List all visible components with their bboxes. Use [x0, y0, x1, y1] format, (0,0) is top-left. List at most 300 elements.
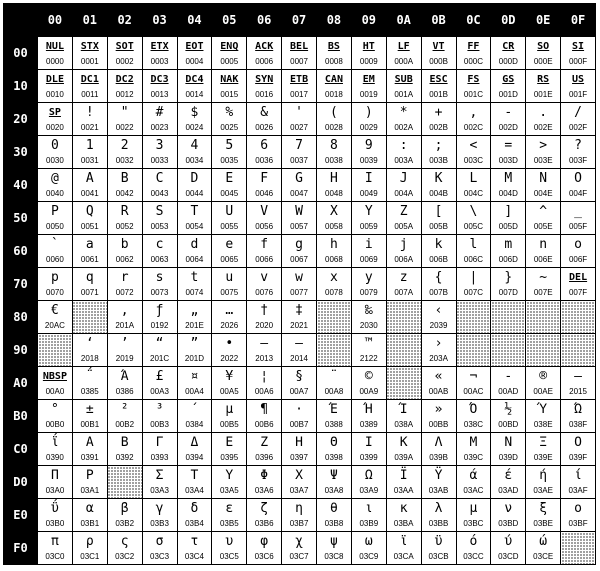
char-cell — [526, 400, 561, 433]
char-glyph: , — [469, 105, 478, 120]
unicode-code: 0012 — [115, 90, 134, 99]
unicode-code: 03A9 — [359, 486, 379, 495]
char-cell — [561, 268, 596, 301]
char-glyph: W — [295, 204, 303, 219]
char-cell — [386, 136, 421, 169]
char-cell — [282, 268, 317, 301]
char-glyph: ] — [504, 204, 513, 219]
unicode-code: 0016 — [255, 90, 274, 99]
unicode-code: 0062 — [115, 255, 134, 264]
unicode-code: 0396 — [255, 453, 274, 462]
char-cell — [351, 136, 386, 169]
char-cell — [561, 433, 596, 466]
char-cell — [351, 334, 386, 367]
char-cell — [142, 433, 177, 466]
char-glyph: q — [85, 270, 94, 285]
unicode-code: 005D — [498, 222, 518, 231]
char-glyph: & — [260, 105, 269, 120]
unicode-code: 0057 — [290, 222, 308, 231]
char-cell — [282, 235, 317, 268]
char-cell — [491, 532, 526, 565]
char-cell — [247, 70, 282, 103]
char-cell — [107, 532, 142, 565]
control-char-abbrev: EOT — [185, 41, 204, 52]
char-glyph: ― — [574, 369, 582, 384]
char-cell — [351, 235, 386, 268]
char-cell — [456, 268, 491, 301]
undefined-cell — [456, 334, 491, 367]
code-grid — [4, 37, 596, 565]
char-cell — [491, 70, 526, 103]
char-glyph: – — [260, 336, 269, 351]
char-cell — [421, 268, 456, 301]
undefined-cell — [317, 334, 352, 367]
char-cell — [142, 70, 177, 103]
char-glyph: • — [225, 336, 234, 351]
char-glyph: Έ — [330, 402, 338, 417]
char-cell — [421, 466, 456, 499]
char-cell — [38, 136, 73, 169]
unicode-code: 0023 — [150, 123, 169, 132]
char-cell — [247, 268, 282, 301]
unicode-code: 0001 — [80, 57, 99, 66]
code-row-50 — [4, 202, 596, 235]
char-glyph: " — [120, 105, 129, 120]
undefined-cell — [107, 466, 142, 499]
unicode-code: 006B — [429, 255, 448, 264]
char-glyph: p — [51, 270, 59, 285]
unicode-code: 0036 — [255, 156, 274, 165]
unicode-code: 03C1 — [80, 552, 100, 561]
column-header-07: 07 — [282, 4, 317, 37]
unicode-code: 004E — [533, 189, 553, 198]
unicode-code: 006F — [568, 255, 588, 264]
char-glyph: y — [364, 270, 373, 285]
char-glyph: i — [364, 237, 373, 252]
char-glyph: ι — [364, 501, 373, 516]
unicode-code: 03B0 — [45, 519, 65, 528]
unicode-code: 03C2 — [115, 552, 135, 561]
unicode-code: 00AC — [463, 387, 484, 396]
char-glyph: ½ — [504, 402, 513, 417]
char-cell — [38, 400, 73, 433]
unicode-code: 006C — [463, 255, 483, 264]
row-header-40: 40 — [4, 169, 38, 202]
char-glyph: . — [539, 105, 548, 120]
char-glyph: E — [225, 171, 234, 186]
char-glyph: Β — [120, 435, 129, 450]
unicode-code: 002C — [463, 123, 483, 132]
char-cell — [247, 235, 282, 268]
char-cell — [177, 169, 212, 202]
char-glyph: Η — [295, 435, 303, 450]
unicode-code: 000A — [394, 57, 414, 66]
char-glyph: ^ — [539, 204, 548, 219]
char-cell — [317, 499, 352, 532]
char-cell — [491, 37, 526, 70]
unicode-code: 003D — [498, 156, 518, 165]
char-glyph: l — [469, 237, 478, 252]
unicode-code: 03BA — [393, 519, 414, 528]
char-glyph: [ — [434, 204, 443, 219]
char-cell — [456, 532, 491, 565]
char-cell — [386, 169, 421, 202]
char-glyph: b — [120, 237, 129, 252]
unicode-code: 0005 — [220, 57, 239, 66]
char-glyph: ¤ — [190, 369, 199, 384]
unicode-code: 002A — [394, 123, 414, 132]
char-glyph: | — [469, 270, 478, 285]
char-cell — [491, 202, 526, 235]
unicode-code: 0388 — [325, 420, 343, 429]
unicode-code: 001E — [533, 90, 553, 99]
unicode-code: 000D — [498, 57, 518, 66]
char-glyph: / — [574, 105, 582, 120]
row-header-10: 10 — [4, 70, 38, 103]
char-cell — [386, 466, 421, 499]
unicode-code: 0021 — [80, 123, 99, 132]
char-glyph: ΰ — [51, 501, 59, 516]
unicode-code: 203A — [429, 354, 448, 363]
code-row-90 — [4, 334, 596, 367]
unicode-code: 2020 — [255, 321, 274, 330]
unicode-code: 0027 — [290, 123, 308, 132]
char-cell — [421, 367, 456, 400]
unicode-code: 0389 — [359, 420, 378, 429]
unicode-code: 00B3 — [150, 420, 169, 429]
char-cell — [421, 532, 456, 565]
unicode-code: 201E — [185, 321, 204, 330]
unicode-code: 03B1 — [80, 519, 100, 528]
char-cell — [107, 334, 142, 367]
unicode-code: 0059 — [359, 222, 378, 231]
control-char-abbrev: NBSP — [42, 371, 67, 382]
unicode-code: 0028 — [325, 123, 343, 132]
char-cell — [72, 37, 107, 70]
char-cell — [38, 235, 73, 268]
char-glyph: o — [574, 237, 582, 252]
char-cell — [72, 367, 107, 400]
char-cell — [212, 136, 247, 169]
unicode-code: 0063 — [150, 255, 169, 264]
char-cell — [351, 169, 386, 202]
unicode-code: 03AF — [568, 486, 588, 495]
unicode-code: 001A — [394, 90, 414, 99]
code-page-table — [3, 3, 596, 565]
control-char-abbrev: DEL — [569, 272, 588, 283]
unicode-code: 0069 — [359, 255, 378, 264]
control-char-abbrev: FF — [467, 41, 480, 52]
char-cell — [107, 235, 142, 268]
char-cell — [351, 301, 386, 334]
unicode-code: 2026 — [220, 321, 239, 330]
char-cell — [456, 367, 491, 400]
unicode-code: 0042 — [115, 189, 134, 198]
char-cell — [72, 466, 107, 499]
unicode-code: 0066 — [255, 255, 274, 264]
unicode-code: 03CC — [463, 552, 484, 561]
char-cell — [142, 334, 177, 367]
char-cell — [491, 367, 526, 400]
unicode-code: 0397 — [290, 453, 308, 462]
char-glyph: Q — [85, 204, 94, 219]
char-glyph: ƒ — [155, 303, 164, 318]
unicode-code: 2030 — [359, 321, 378, 330]
char-glyph: @ — [51, 171, 59, 186]
char-cell — [386, 532, 421, 565]
char-glyph: Φ — [260, 468, 269, 483]
unicode-code: 039F — [568, 453, 588, 462]
char-cell — [212, 235, 247, 268]
char-glyph: φ — [260, 534, 269, 549]
char-glyph: O — [574, 171, 582, 186]
char-glyph: Α — [85, 435, 94, 450]
char-cell — [317, 433, 352, 466]
char-cell — [247, 103, 282, 136]
char-cell — [317, 37, 352, 70]
unicode-code: 00A4 — [185, 387, 204, 396]
unicode-code: 03B7 — [289, 519, 309, 528]
char-cell — [177, 235, 212, 268]
unicode-code: 2015 — [569, 387, 587, 396]
control-char-abbrev: NUL — [45, 41, 64, 52]
char-cell — [526, 37, 561, 70]
char-glyph: Υ — [225, 468, 234, 483]
char-cell — [351, 367, 386, 400]
char-cell — [177, 37, 212, 70]
char-cell — [421, 103, 456, 136]
char-glyph: g — [295, 237, 303, 252]
char-cell — [107, 70, 142, 103]
char-glyph: ί — [574, 468, 582, 483]
char-cell — [421, 169, 456, 202]
unicode-code: 0071 — [80, 288, 99, 297]
control-char-abbrev: VT — [432, 41, 445, 52]
char-glyph: s — [155, 270, 164, 285]
unicode-code: 0073 — [150, 288, 169, 297]
control-char-abbrev: SI — [572, 41, 585, 52]
char-glyph: π — [51, 534, 59, 549]
char-cell — [317, 466, 352, 499]
char-cell — [456, 466, 491, 499]
char-cell — [282, 169, 317, 202]
unicode-code: 03B2 — [115, 519, 135, 528]
unicode-code: 005B — [429, 222, 448, 231]
char-cell — [317, 136, 352, 169]
char-glyph: 6 — [260, 138, 269, 153]
unicode-code: 0050 — [46, 222, 64, 231]
char-cell — [317, 367, 352, 400]
char-cell — [72, 235, 107, 268]
char-cell — [247, 532, 282, 565]
char-cell — [247, 136, 282, 169]
char-glyph: ® — [539, 369, 548, 384]
char-glyph: M — [504, 171, 513, 186]
char-glyph: _ — [574, 204, 582, 219]
char-glyph: ζ — [260, 501, 269, 516]
char-glyph: D — [190, 171, 199, 186]
row-header-C0: C0 — [4, 433, 38, 466]
unicode-code: 039E — [533, 453, 553, 462]
char-cell — [142, 136, 177, 169]
char-glyph: d — [190, 237, 199, 252]
unicode-code: 038E — [533, 420, 553, 429]
control-char-abbrev: DC4 — [185, 74, 204, 85]
unicode-code: 007A — [394, 288, 414, 297]
unicode-code: 000E — [533, 57, 553, 66]
unicode-code: 0018 — [325, 90, 343, 99]
unicode-code: 0064 — [185, 255, 204, 264]
char-glyph: ό — [469, 534, 478, 549]
char-glyph: ‹ — [434, 303, 443, 318]
unicode-code: 00B5 — [219, 420, 239, 429]
unicode-code: 0053 — [150, 222, 169, 231]
char-cell — [247, 334, 282, 367]
char-glyph: $ — [190, 105, 199, 120]
char-cell — [456, 235, 491, 268]
unicode-code: 0067 — [290, 255, 308, 264]
unicode-code: 0046 — [255, 189, 274, 198]
char-cell — [38, 37, 73, 70]
char-glyph: ϋ — [434, 534, 443, 549]
char-glyph: — — [295, 336, 303, 351]
unicode-code: 0009 — [359, 57, 378, 66]
char-glyph: α — [85, 501, 94, 516]
char-cell — [177, 334, 212, 367]
unicode-code: 03CD — [498, 552, 519, 561]
unicode-code: 0060 — [46, 255, 64, 264]
unicode-code: 00AE — [533, 387, 553, 396]
char-glyph: I — [364, 171, 373, 186]
control-char-abbrev: SO — [537, 41, 550, 52]
unicode-code: 0075 — [220, 288, 239, 297]
char-cell — [38, 433, 73, 466]
unicode-code: 03A6 — [254, 486, 274, 495]
char-cell — [561, 202, 596, 235]
char-glyph: % — [225, 105, 234, 120]
char-cell — [247, 301, 282, 334]
undefined-cell — [386, 301, 421, 334]
char-cell — [72, 169, 107, 202]
unicode-code: 0192 — [150, 321, 169, 330]
char-glyph: ' — [295, 105, 303, 120]
column-header-0A: 0A — [386, 4, 421, 37]
unicode-code: 03AC — [463, 486, 484, 495]
char-cell — [212, 103, 247, 136]
unicode-code: 00A0 — [45, 387, 65, 396]
char-cell — [282, 103, 317, 136]
char-cell — [491, 499, 526, 532]
column-header-0D: 0D — [491, 4, 526, 37]
unicode-code: 0034 — [185, 156, 204, 165]
unicode-code: 00BB — [428, 420, 449, 429]
char-cell — [317, 400, 352, 433]
unicode-code: 03A4 — [185, 486, 204, 495]
control-char-abbrev: SUB — [394, 74, 413, 85]
char-glyph: ‡ — [295, 303, 303, 318]
char-cell — [491, 169, 526, 202]
unicode-code: 0026 — [255, 123, 274, 132]
char-glyph: › — [434, 336, 443, 351]
char-glyph: ¨ — [330, 369, 338, 384]
unicode-code: 03C6 — [254, 552, 274, 561]
char-cell — [526, 466, 561, 499]
char-glyph: ξ — [539, 501, 548, 516]
unicode-code: 0392 — [115, 453, 134, 462]
char-cell — [247, 37, 282, 70]
char-glyph: ΐ — [51, 435, 59, 450]
char-cell — [282, 301, 317, 334]
control-char-abbrev: ESC — [429, 74, 448, 85]
unicode-code: 0035 — [220, 156, 239, 165]
char-glyph: Ζ — [260, 435, 269, 450]
unicode-code: 03AE — [533, 486, 553, 495]
char-glyph: # — [155, 105, 164, 120]
char-cell — [107, 136, 142, 169]
code-row-70 — [4, 268, 596, 301]
char-glyph: Σ — [155, 468, 164, 483]
unicode-code: 003C — [463, 156, 483, 165]
unicode-code: 039D — [498, 453, 518, 462]
row-header-90: 90 — [4, 334, 38, 367]
unicode-code: 0384 — [185, 420, 204, 429]
char-glyph: Κ — [399, 435, 408, 450]
unicode-code: 201A — [115, 321, 135, 330]
unicode-code: 0041 — [80, 189, 99, 198]
unicode-code: 2022 — [220, 354, 239, 363]
char-cell — [317, 70, 352, 103]
control-char-abbrev: ETX — [150, 41, 169, 52]
char-glyph: ¦ — [260, 369, 269, 384]
char-glyph: + — [434, 105, 443, 120]
char-cell — [456, 37, 491, 70]
unicode-code: 0076 — [255, 288, 274, 297]
unicode-code: 0078 — [325, 288, 343, 297]
char-cell — [38, 70, 73, 103]
char-cell — [526, 136, 561, 169]
char-cell — [351, 268, 386, 301]
char-cell — [386, 400, 421, 433]
unicode-code: 0032 — [115, 156, 134, 165]
char-cell — [177, 532, 212, 565]
unicode-code: 001D — [498, 90, 518, 99]
column-header-0E: 0E — [526, 4, 561, 37]
char-glyph: 4 — [190, 138, 199, 153]
char-cell — [526, 70, 561, 103]
char-cell — [317, 169, 352, 202]
char-cell — [386, 499, 421, 532]
control-char-abbrev: DC3 — [150, 74, 169, 85]
unicode-code: 00B0 — [45, 420, 65, 429]
char-glyph: έ — [504, 468, 513, 483]
row-header-20: 20 — [4, 103, 38, 136]
char-cell — [212, 169, 247, 202]
char-cell — [282, 334, 317, 367]
char-glyph: τ — [190, 534, 199, 549]
unicode-code: 002B — [429, 123, 448, 132]
char-cell — [142, 268, 177, 301]
char-cell — [456, 202, 491, 235]
unicode-code: 03C5 — [219, 552, 239, 561]
unicode-code: 004A — [394, 189, 414, 198]
unicode-code: 03AA — [393, 486, 414, 495]
unicode-code: 0045 — [220, 189, 239, 198]
char-glyph: γ — [155, 501, 164, 516]
char-cell — [317, 235, 352, 268]
char-cell — [142, 301, 177, 334]
char-glyph: σ — [155, 534, 164, 549]
unicode-code: 005E — [533, 222, 553, 231]
